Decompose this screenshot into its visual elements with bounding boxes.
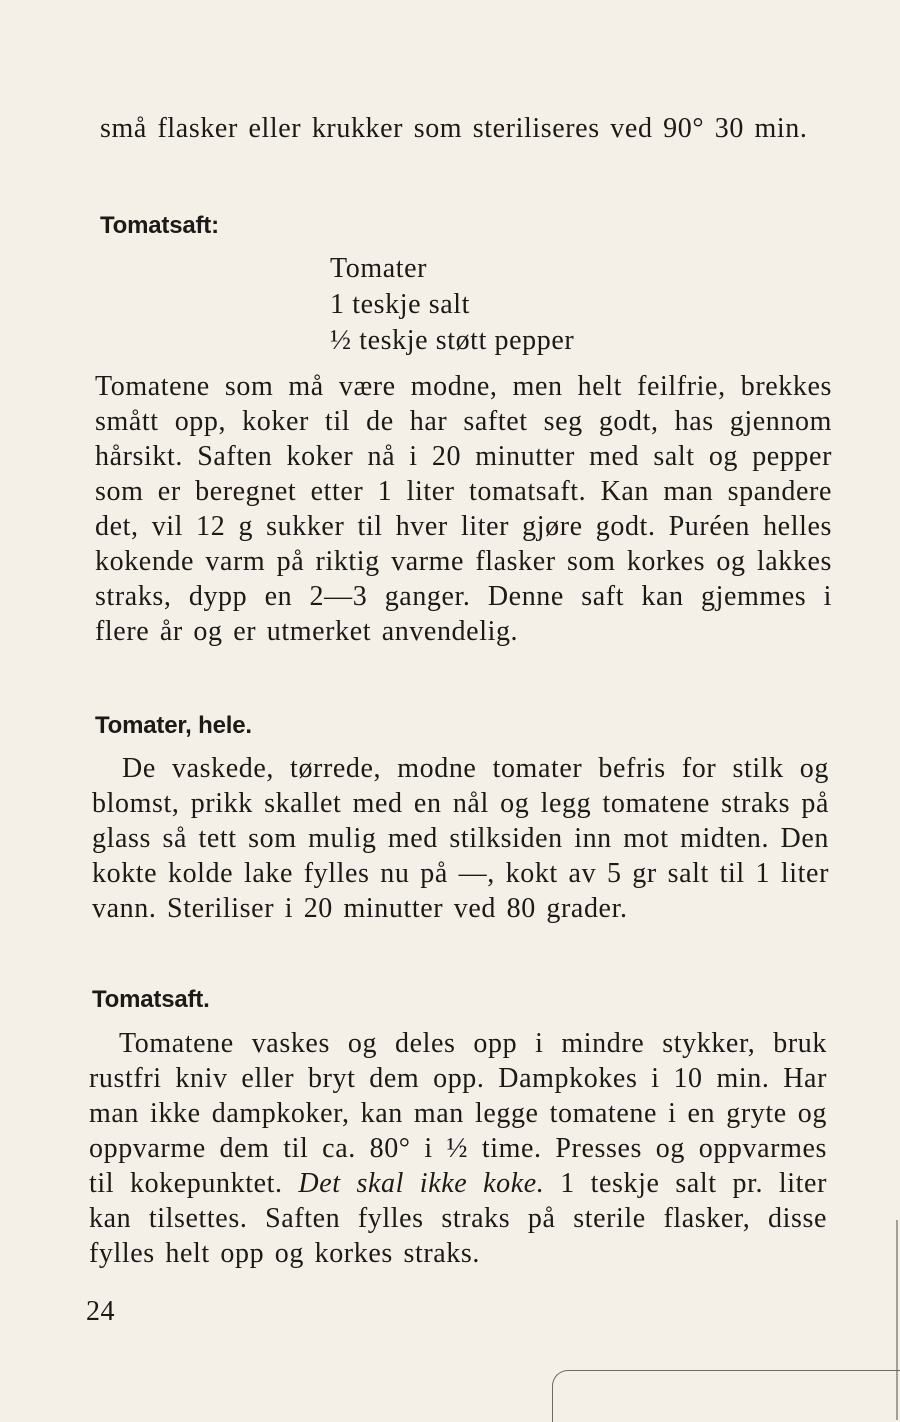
emphasis-text: Det skal ikke koke.	[298, 1168, 545, 1199]
paragraph-text: Tomatene vaskes og deles opp i mindre stykker, bruk rustfri kniv eller bryt dem opp. Dampkokes i 10 min. Har man ikke dampkoker, kan man legge tomatene i en gryte og oppvarme dem til ca. 80° i ½ time. Presses og oppvarmes til kokepunktet.	[89, 1028, 827, 1199]
tomatsaft-2-paragraph	[89, 1026, 827, 1271]
tomatsaft-1-paragraph: Tomatene som må være modne, men helt feilfrie, brekkes smått opp, koker til de har saftet seg godt, has gjennom hårsikt. Saften koker nå i 20 minutter med salt og pepper som er beregnet etter 1 liter tomatsaft. Kan man spandere det, vil 12 g sukker til hver liter gjøre godt. Puréen helles kokende varm på riktig varme flasker som korkes og lakkes straks, dypp en 2—3 ganger. Denne saft kan gjemmes i flere år og er utmerket anvendelig.	[95, 371, 832, 647]
ingredient-item: ½ teskje støtt pepper	[330, 325, 575, 356]
page-edge-line	[896, 1220, 898, 1420]
intro-paragraph: små flasker eller krukker som steriliseres ved 90° 30 min.	[100, 113, 808, 144]
paragraph-text: 1 teskje salt pr. liter kan tilsettes. Saften fylles straks på sterile flasker, disse fylles helt opp og korkes straks.	[89, 1168, 828, 1269]
ingredient-item: Tomater	[330, 253, 428, 284]
section-heading-tomatsaft-1: Tomatsaft:	[100, 212, 219, 239]
page-number: 24	[86, 1296, 115, 1327]
section-heading-tomatsaft-2: Tomatsaft.	[92, 986, 210, 1013]
tomater-hele-paragraph: De vaskede, tørrede, modne tomater befris for stilk og blomst, prikk skallet med en nål og legg tomatene straks på glass så tett som mulig med stilksiden inn mot midten. Den kokte kolde lake fylles nu på —, kokt av 5 gr salt til 1 liter vann. Steriliser i 20 minutter ved 80 grader.	[92, 753, 829, 924]
ingredient-item: 1 teskje salt	[330, 289, 470, 320]
page-edge-corner	[552, 1370, 900, 1422]
section-heading-tomater-hele: Tomater, hele.	[95, 712, 252, 739]
ingredient-list	[330, 251, 574, 359]
